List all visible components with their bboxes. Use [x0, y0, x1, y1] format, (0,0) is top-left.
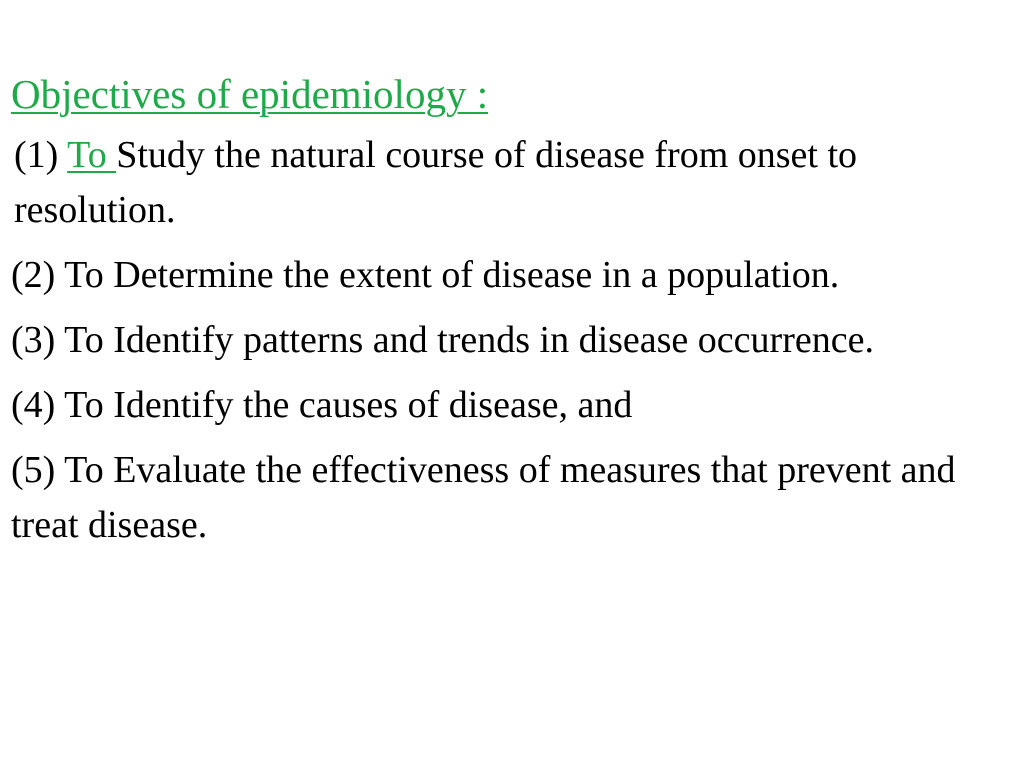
- objective-highlight: To: [67, 134, 117, 176]
- objective-number: (1): [14, 134, 59, 176]
- objective-text: To Identify the causes of disease, and: [64, 384, 633, 426]
- objective-number: (5): [11, 449, 56, 491]
- objective-text: To Evaluate the effectiveness of measures that prevent and treat disease.: [11, 449, 956, 546]
- objective-1: [11, 128, 1011, 238]
- objective-2: [11, 248, 1011, 303]
- objective-number: (2): [11, 254, 56, 296]
- slide-title: Objectives of epidemiology :: [11, 71, 489, 117]
- objective-4: [11, 378, 1011, 433]
- objective-number: (3): [11, 319, 56, 361]
- objective-text: Study the natural course of disease from onset to resolution.: [14, 134, 858, 231]
- slide-content: [11, 66, 1011, 553]
- objective-number: (4): [11, 384, 56, 426]
- objective-text: To Identify patterns and trends in disease occurrence.: [64, 319, 874, 361]
- objective-text: To Determine the extent of disease in a population.: [64, 254, 840, 296]
- objective-3: [11, 313, 1011, 368]
- objective-5: [11, 443, 1011, 553]
